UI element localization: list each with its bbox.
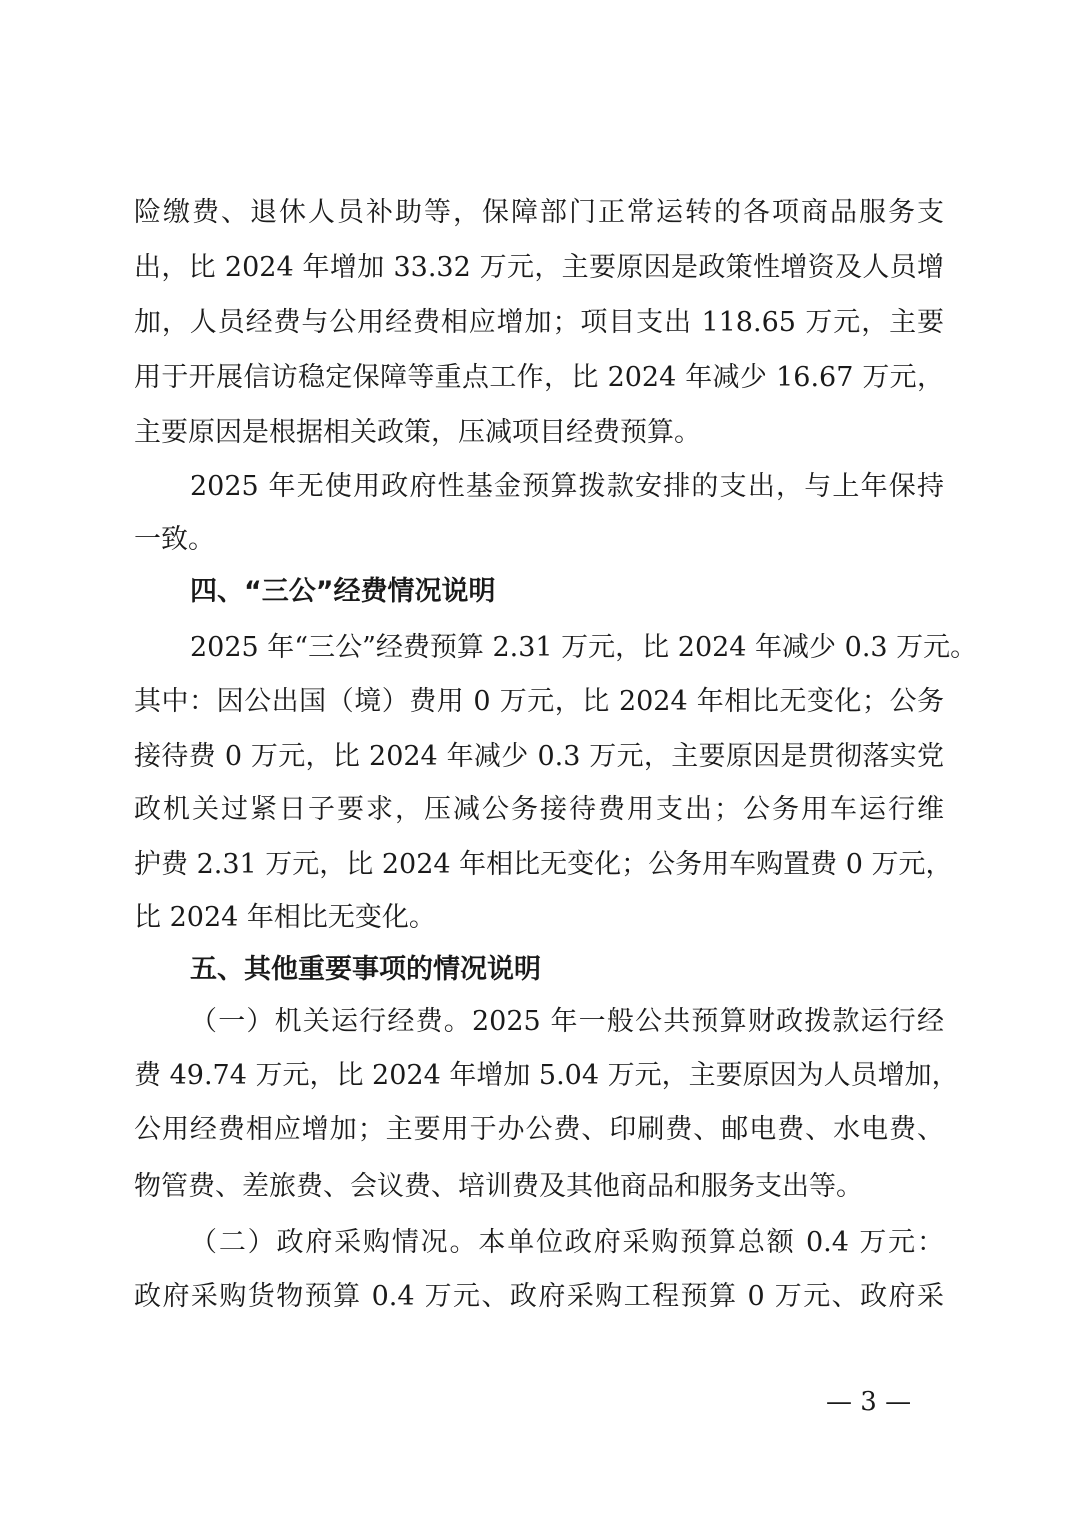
body-line: （二）政府采购情况。本单位政府采购预算总额 0.4 万元： [190, 1227, 944, 1258]
body-line: 主要原因是根据相关政策，压减项目经费预算。 [134, 417, 701, 448]
body-line: 物管费、差旅费、会议费、培训费及其他商品和服务支出等。 [134, 1171, 863, 1202]
section-heading-5: 五、其他重要事项的情况说明 [190, 954, 541, 985]
body-line: 护费 2.31 万元，比 2024 年相比无变化；公务用车购置费 0 万元， [134, 849, 953, 880]
section-heading-4: 四、“三公”经费情况说明 [190, 576, 496, 607]
page-number: — 3 — [826, 1387, 912, 1417]
body-line: 出，比 2024 年增加 33.32 万元，主要原因是政策性增资及人员增 [134, 252, 944, 283]
body-line: 2025 年“三公”经费预算 2.31 万元，比 2024 年减少 0.3 万元。 [190, 632, 978, 663]
body-line: 其中：因公出国（境）费用 0 万元，比 2024 年相比无变化；公务 [134, 686, 944, 717]
body-line: 用于开展信访稳定保障等重点工作，比 2024 年减少 16.67 万元， [134, 362, 944, 393]
body-line: 险缴费、退休人员补助等，保障部门正常运转的各项商品服务支 [134, 197, 944, 228]
body-line: 2025 年无使用政府性基金预算拨款安排的支出，与上年保持 [190, 471, 944, 502]
body-line: 政府采购货物预算 0.4 万元、政府采购工程预算 0 万元、政府采 [134, 1281, 944, 1312]
body-line: 一致。 [134, 524, 215, 555]
body-line: （一）机关运行经费。2025 年一般公共预算财政拨款运行经 [190, 1006, 944, 1037]
body-line: 政机关过紧日子要求，压减公务接待费用支出；公务用车运行维 [134, 794, 944, 825]
body-line: 费 49.74 万元，比 2024 年增加 5.04 万元，主要原因为人员增加， [134, 1060, 959, 1091]
body-line: 加，人员经费与公用经费相应增加；项目支出 118.65 万元，主要 [134, 307, 944, 338]
body-line: 公用经费相应增加；主要用于办公费、印刷费、邮电费、水电费、 [134, 1114, 944, 1145]
body-line: 接待费 0 万元，比 2024 年减少 0.3 万元，主要原因是贯彻落实党 [134, 741, 944, 772]
body-line: 比 2024 年相比无变化。 [134, 902, 436, 933]
